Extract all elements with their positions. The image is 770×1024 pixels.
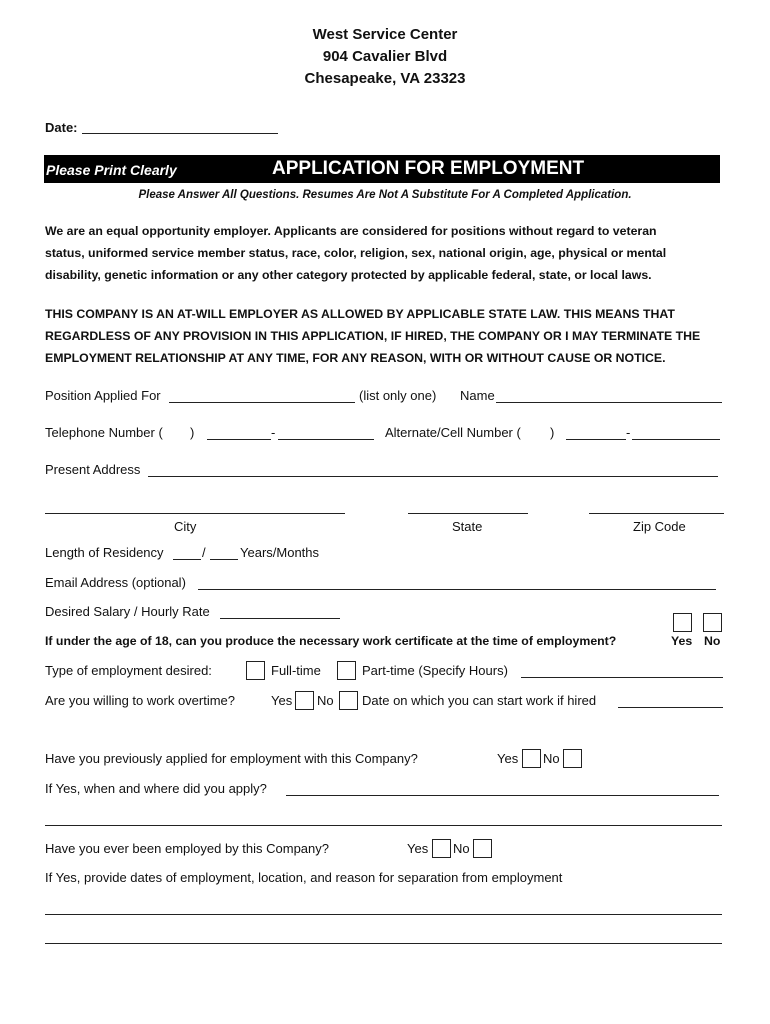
email-field[interactable] — [198, 589, 716, 590]
list-only-one-note: (list only one) — [359, 388, 437, 403]
parttime-label: Part-time (Specify Hours) — [362, 663, 508, 678]
prev-employed-yes-label: Yes — [407, 841, 429, 856]
prev-applied-label: Have you previously applied for employment with this Company? — [45, 751, 418, 766]
eeo-line-2: status, uniformed service member status, race, color, religion, sex, national origin, age, physical or mental — [45, 246, 667, 260]
zip-label: Zip Code — [633, 519, 686, 534]
header-line-3: Chesapeake, VA 23323 — [304, 70, 466, 87]
years-months-label: Years/Months — [240, 545, 320, 560]
prev-applied-when-field[interactable] — [286, 795, 719, 796]
prev-employed-details-field-1[interactable] — [45, 914, 722, 915]
page-title: APPLICATION FOR EMPLOYMENT — [272, 158, 585, 179]
under18-no-checkbox[interactable] — [703, 613, 722, 632]
name-field[interactable] — [496, 402, 722, 403]
residency-slash: / — [202, 545, 206, 560]
present-address-field[interactable] — [148, 476, 718, 477]
name-label: Name — [460, 388, 495, 403]
present-address-label: Present Address — [45, 462, 141, 477]
overtime-yes-checkbox[interactable] — [295, 691, 314, 710]
alt-cell-label: Alternate/Cell Number ( — [385, 425, 521, 440]
position-field[interactable] — [169, 402, 355, 403]
overtime-label: Are you willing to work overtime? — [45, 693, 236, 708]
start-date-label: Date on which you can start work if hired — [362, 693, 597, 708]
city-label: City — [174, 519, 197, 534]
header-line-2: 904 Cavalier Blvd — [322, 48, 448, 65]
zip-field[interactable] — [589, 513, 724, 514]
city-field[interactable] — [45, 513, 345, 514]
fulltime-label: Full-time — [271, 663, 321, 678]
prev-employed-details-label: If Yes, provide dates of employment, location, and reason for separation from employment — [45, 870, 563, 885]
under18-no-label: No — [704, 634, 721, 648]
under18-yes-checkbox[interactable] — [673, 613, 692, 632]
atwill-line-3: EMPLOYMENT RELATIONSHIP AT ANY TIME, FOR ANY REASON, WITH OR WITHOUT CAUSE OR NOTICE. — [45, 351, 666, 365]
state-label: State — [452, 519, 483, 534]
residency-label: Length of Residency — [45, 545, 164, 560]
eeo-line-1: We are an equal opportunity employer. Applicants are considered for positions without regard to veteran — [45, 224, 657, 238]
telephone-prefix-field[interactable] — [207, 439, 271, 440]
date-label: Date: — [45, 120, 78, 135]
prev-applied-yes-checkbox[interactable] — [522, 749, 541, 768]
prev-applied-no-checkbox[interactable] — [563, 749, 582, 768]
prev-applied-when-label: If Yes, when and where did you apply? — [45, 781, 267, 796]
overtime-no-checkbox[interactable] — [339, 691, 358, 710]
residency-years-field[interactable] — [173, 559, 201, 560]
parttime-checkbox[interactable] — [337, 661, 356, 680]
start-date-field[interactable] — [618, 707, 723, 708]
eeo-line-3: disability, genetic information or any other category protected by applicable federal, state, or local laws. — [45, 268, 652, 282]
telephone-paren: ) — [190, 425, 195, 440]
alt-cell-paren: ) — [550, 425, 555, 440]
salary-field[interactable] — [220, 618, 340, 619]
atwill-line-2: REGARDLESS OF ANY PROVISION IN THIS APPLICATION, IF HIRED, THE COMPANY OR I MAY TERMINATE THE — [45, 329, 701, 343]
alt-cell-line-field[interactable] — [632, 439, 720, 440]
prev-employed-yes-checkbox[interactable] — [432, 839, 451, 858]
banner-subtitle: Please Print Clearly — [46, 162, 177, 178]
parttime-hours-field[interactable] — [521, 677, 723, 678]
fulltime-checkbox[interactable] — [246, 661, 265, 680]
title-banner — [44, 155, 720, 183]
header-line-1: West Service Center — [312, 26, 458, 43]
residency-months-field[interactable] — [210, 559, 238, 560]
prev-applied-when-field-2[interactable] — [45, 825, 722, 826]
under18-yes-label: Yes — [671, 634, 693, 648]
overtime-no-label: No — [317, 693, 334, 708]
prev-applied-no-label: No — [543, 751, 560, 766]
telephone-line-field[interactable] — [278, 439, 374, 440]
prev-employed-no-checkbox[interactable] — [473, 839, 492, 858]
telephone-label: Telephone Number ( — [45, 425, 163, 440]
under18-question: If under the age of 18, can you produce the necessary work certificate at the time of employment? — [45, 634, 617, 648]
prev-applied-yes-label: Yes — [497, 751, 519, 766]
date-field[interactable] — [82, 133, 278, 134]
employment-type-label: Type of employment desired: — [45, 663, 212, 678]
prev-employed-no-label: No — [453, 841, 470, 856]
atwill-line-1: THIS COMPANY IS AN AT-WILL EMPLOYER AS ALLOWED BY APPLICABLE STATE LAW. THIS MEANS THAT — [45, 307, 675, 321]
overtime-yes-label: Yes — [271, 693, 293, 708]
instruction-text: Please Answer All Questions. Resumes Are Not A Substitute For A Completed Application. — [138, 189, 632, 201]
email-label: Email Address (optional) — [45, 575, 186, 590]
position-label: Position Applied For — [45, 388, 161, 403]
prev-employed-details-field-2[interactable] — [45, 943, 722, 944]
state-field[interactable] — [408, 513, 528, 514]
prev-employed-label: Have you ever been employed by this Company? — [45, 841, 329, 856]
alt-cell-prefix-field[interactable] — [566, 439, 626, 440]
salary-label: Desired Salary / Hourly Rate — [45, 604, 210, 619]
alt-cell-dash: - — [626, 425, 631, 440]
telephone-dash: - — [271, 425, 276, 440]
